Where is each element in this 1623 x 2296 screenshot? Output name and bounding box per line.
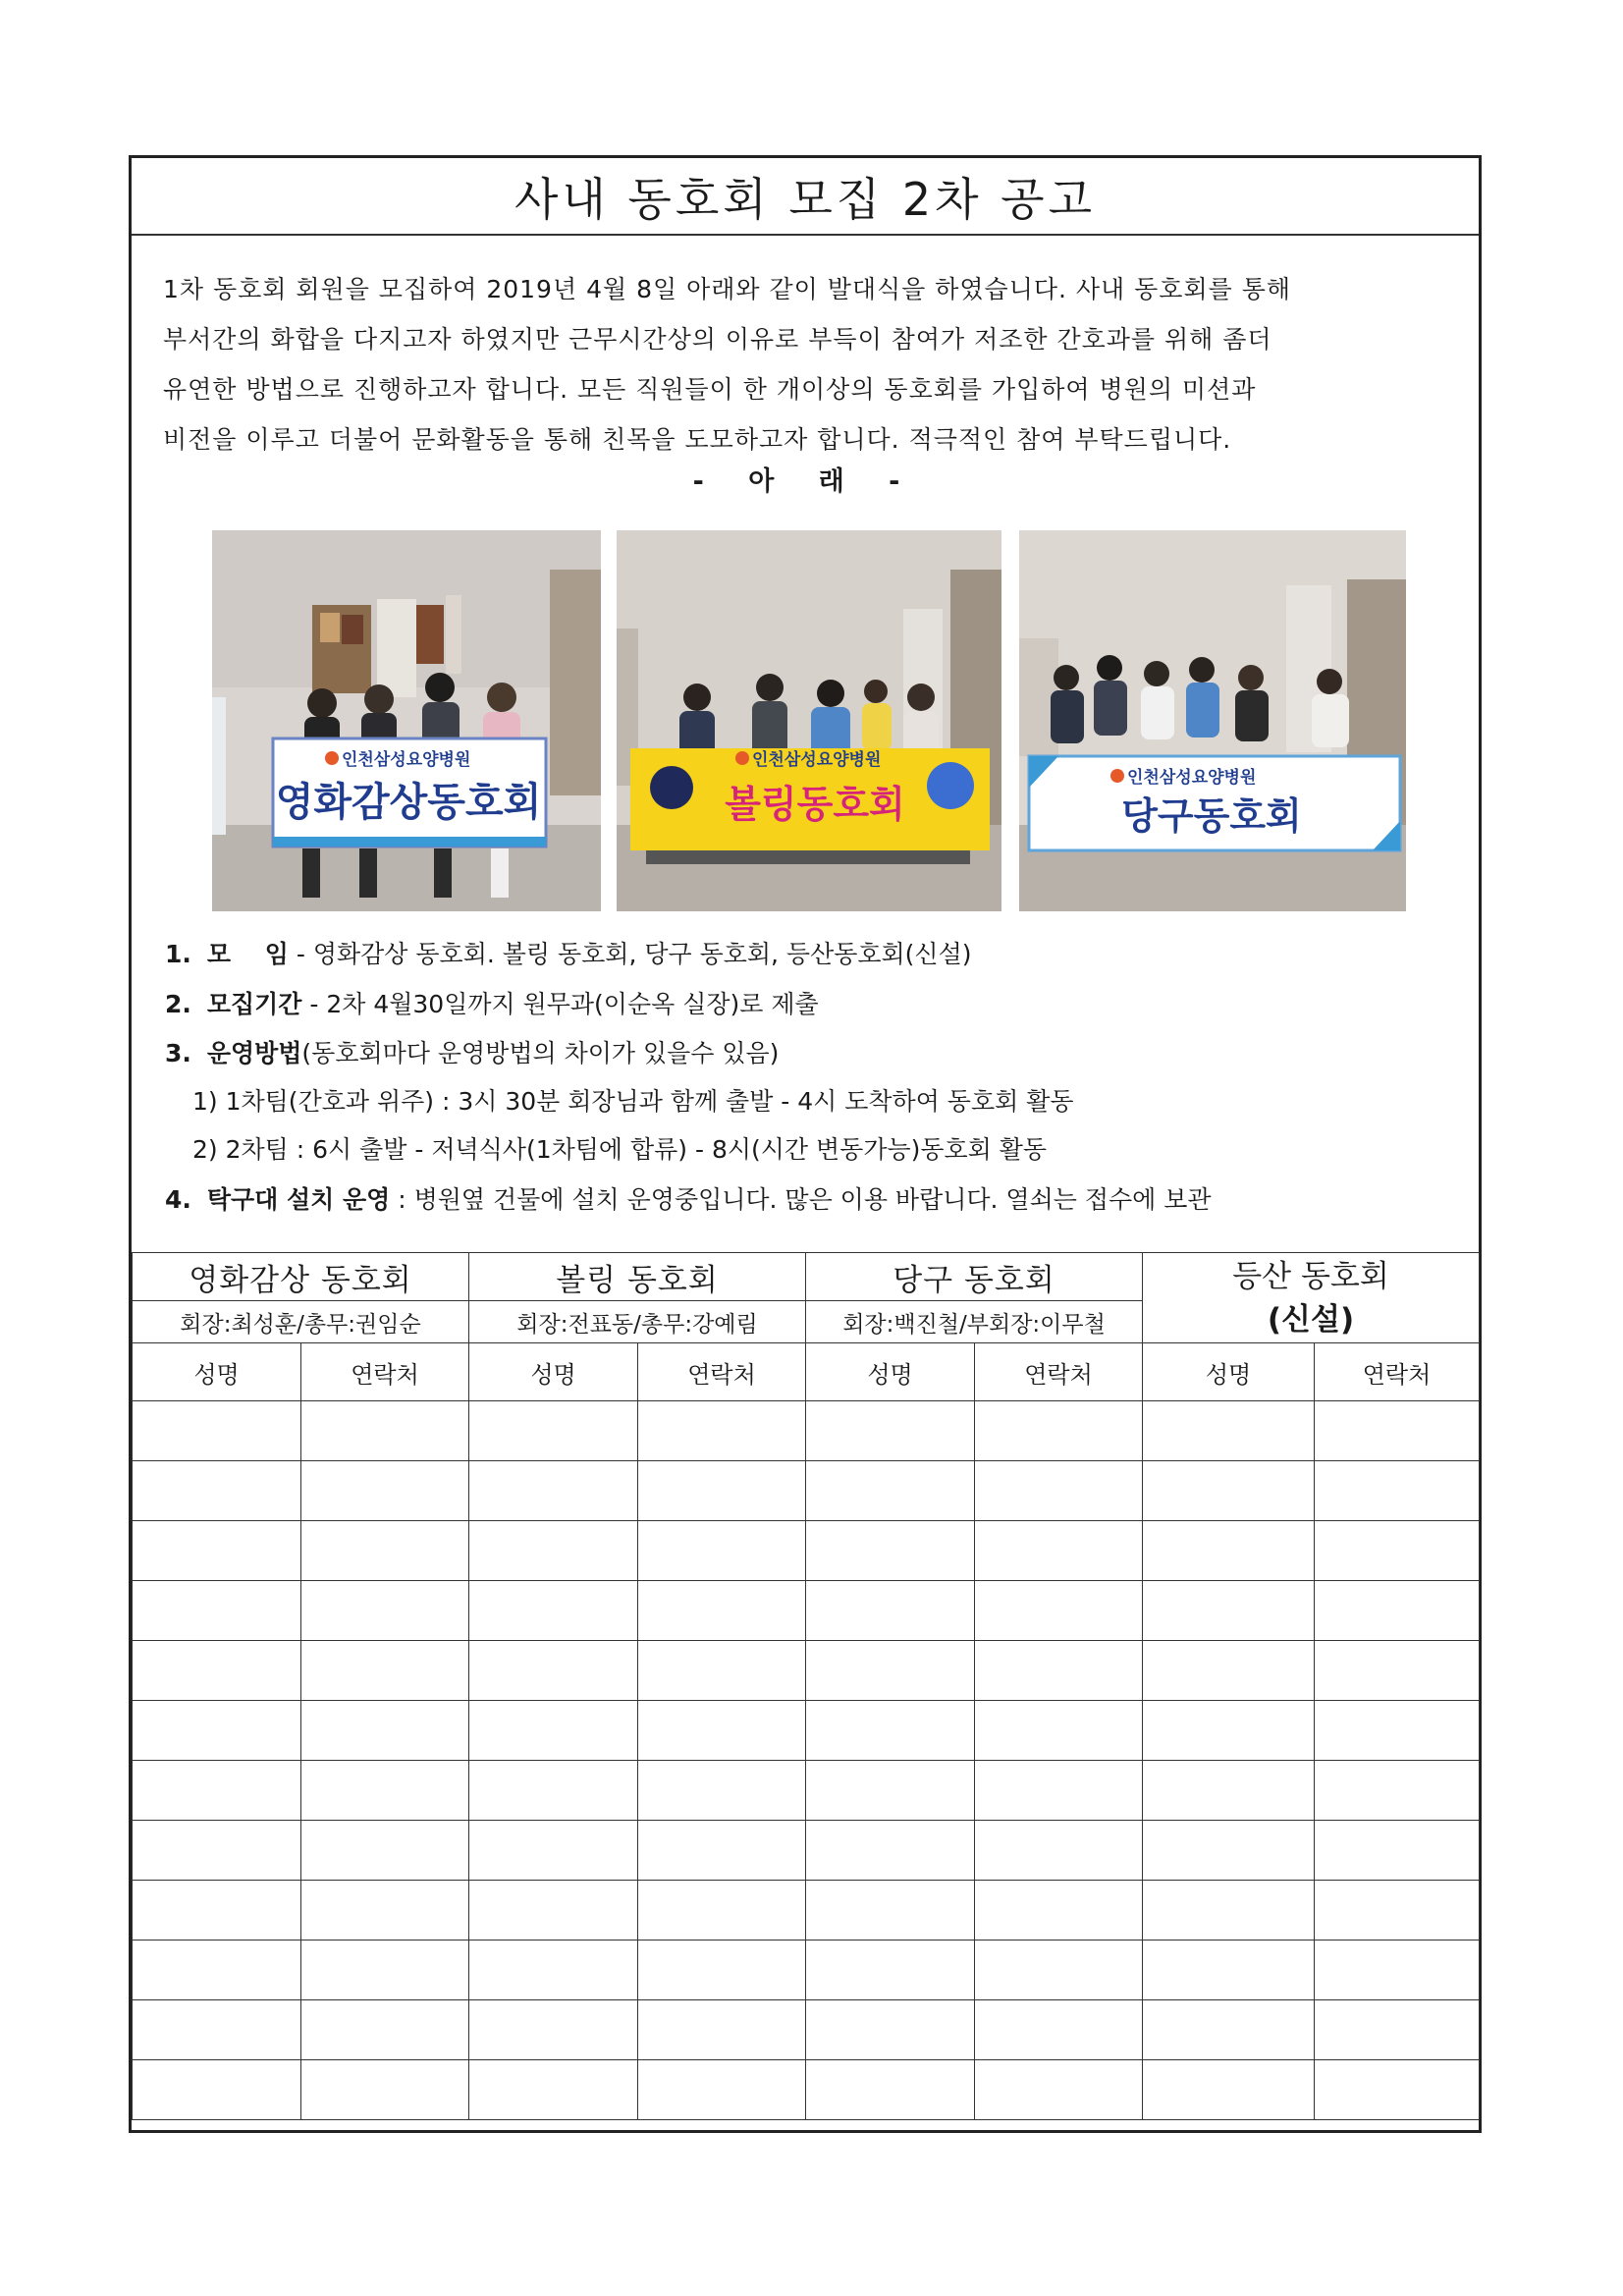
contact-entry-cell[interactable] bbox=[975, 2000, 1143, 2060]
col-header-contact: 연락처 bbox=[1315, 1343, 1480, 1401]
contact-entry-cell[interactable] bbox=[1315, 2000, 1480, 2060]
name-entry-cell[interactable] bbox=[1143, 1941, 1315, 2000]
contact-entry-cell[interactable] bbox=[1315, 1701, 1480, 1761]
contact-entry-cell[interactable] bbox=[638, 1641, 806, 1701]
intro-paragraph bbox=[163, 264, 1455, 465]
name-entry-cell[interactable] bbox=[806, 1941, 975, 2000]
col-header-contact: 연락처 bbox=[638, 1343, 806, 1401]
contact-entry-cell[interactable] bbox=[301, 2000, 469, 2060]
contact-entry-cell[interactable] bbox=[1315, 1581, 1480, 1641]
name-entry-cell[interactable] bbox=[1143, 1881, 1315, 1941]
club-name-billiards: 당구 동호회 bbox=[806, 1253, 1143, 1301]
name-entry-cell[interactable] bbox=[1143, 1521, 1315, 1581]
contact-entry-cell[interactable] bbox=[975, 2060, 1143, 2120]
name-entry-cell[interactable] bbox=[806, 1821, 975, 1881]
name-entry-cell[interactable] bbox=[133, 1521, 301, 1581]
name-entry-cell[interactable] bbox=[469, 1761, 638, 1821]
contact-entry-cell[interactable] bbox=[1315, 1941, 1480, 2000]
contact-entry-cell[interactable] bbox=[301, 1881, 469, 1941]
name-entry-cell[interactable] bbox=[133, 1761, 301, 1821]
item-operation-team2: 2) 2차팀 : 6시 출발 - 저녁식사(1차팀에 합류) - 8시(시간 변동가능)동호회 활동 bbox=[192, 1135, 1048, 1164]
item-text: - 영화감상 동호회. 볼링 동호회, 당구 동호회, 등산동호회(신설) bbox=[288, 940, 972, 968]
contact-entry-cell[interactable] bbox=[301, 2060, 469, 2120]
table-row bbox=[133, 1761, 1480, 1821]
contact-entry-cell[interactable] bbox=[301, 1401, 469, 1461]
name-entry-cell[interactable] bbox=[1143, 1581, 1315, 1641]
signup-table bbox=[132, 1252, 1480, 2120]
name-entry-cell[interactable] bbox=[133, 1821, 301, 1881]
contact-entry-cell[interactable] bbox=[1315, 1881, 1480, 1941]
club-name-movie: 영화감상 동호회 bbox=[133, 1253, 469, 1301]
name-entry-cell[interactable] bbox=[1143, 1761, 1315, 1821]
name-entry-cell[interactable] bbox=[469, 1521, 638, 1581]
intro-line: 부서간의 화합을 다지고자 하였지만 근무시간상의 이유로 부득이 참여가 저조한 간호과를 위해 좀더 bbox=[163, 325, 1272, 354]
name-entry-cell[interactable] bbox=[806, 1581, 975, 1641]
table-row bbox=[133, 1941, 1480, 2000]
name-entry-cell[interactable] bbox=[133, 2060, 301, 2120]
table-row bbox=[133, 1581, 1480, 1641]
table-row bbox=[133, 1401, 1480, 1461]
name-entry-cell[interactable] bbox=[133, 1701, 301, 1761]
name-entry-cell[interactable] bbox=[133, 1401, 301, 1461]
intro-line: 유연한 방법으로 진행하고자 합니다. 모든 직원들이 한 개이상의 동호회를 가입하여 병원의 미션과 bbox=[163, 375, 1257, 404]
club-officers-bowling: 회장:전표동/총무:강예림 bbox=[469, 1301, 806, 1343]
contact-entry-cell[interactable] bbox=[301, 1821, 469, 1881]
contact-entry-cell[interactable] bbox=[301, 1521, 469, 1581]
club-name-hiking bbox=[1143, 1253, 1480, 1343]
contact-entry-cell[interactable] bbox=[638, 2000, 806, 2060]
table-row bbox=[133, 1461, 1480, 1521]
photo-hospital-label: 인천삼성요양병원 bbox=[342, 750, 471, 770]
contact-entry-cell[interactable] bbox=[638, 1461, 806, 1521]
contact-entry-cell[interactable] bbox=[1315, 1521, 1480, 1581]
col-header-contact: 연락처 bbox=[301, 1343, 469, 1401]
table-row bbox=[133, 1881, 1480, 1941]
page-title: 사내 동호회 모집 2차 공고 bbox=[132, 158, 1479, 236]
item-number: 4. bbox=[165, 1185, 191, 1214]
club-hiking-new-badge: (신설) bbox=[1267, 1301, 1355, 1338]
contact-entry-cell[interactable] bbox=[975, 1641, 1143, 1701]
name-entry-cell[interactable] bbox=[806, 1461, 975, 1521]
item-number: 2. bbox=[165, 990, 191, 1018]
contact-entry-cell[interactable] bbox=[638, 1761, 806, 1821]
name-entry-cell[interactable] bbox=[133, 1941, 301, 2000]
col-header-contact: 연락처 bbox=[975, 1343, 1143, 1401]
name-entry-cell[interactable] bbox=[469, 1821, 638, 1881]
contact-entry-cell[interactable] bbox=[301, 1641, 469, 1701]
name-entry-cell[interactable] bbox=[806, 1701, 975, 1761]
contact-entry-cell[interactable] bbox=[975, 1701, 1143, 1761]
contact-entry-cell[interactable] bbox=[301, 1461, 469, 1521]
contact-entry-cell[interactable] bbox=[301, 1761, 469, 1821]
col-header-name: 성명 bbox=[1143, 1343, 1315, 1401]
contact-entry-cell[interactable] bbox=[301, 1581, 469, 1641]
name-entry-cell[interactable] bbox=[1143, 2000, 1315, 2060]
contact-entry-cell[interactable] bbox=[638, 1521, 806, 1581]
name-entry-cell[interactable] bbox=[1143, 1641, 1315, 1701]
photo-movie-club bbox=[212, 530, 601, 911]
name-entry-cell[interactable] bbox=[1143, 1461, 1315, 1521]
name-entry-cell[interactable] bbox=[133, 1641, 301, 1701]
contact-entry-cell[interactable] bbox=[975, 1461, 1143, 1521]
table-row bbox=[133, 1821, 1480, 1881]
item-number: 3. bbox=[165, 1039, 191, 1067]
item-operation bbox=[165, 1034, 779, 1069]
photo-billiards-club bbox=[1019, 530, 1406, 911]
contact-entry-cell[interactable] bbox=[638, 1581, 806, 1641]
intro-line: 비전을 이루고 더불어 문화활동을 통해 친목을 도모하고자 합니다. 적극적인 참여 부탁드립니다. bbox=[163, 425, 1232, 454]
contact-entry-cell[interactable] bbox=[638, 1881, 806, 1941]
contact-entry-cell[interactable] bbox=[301, 1941, 469, 2000]
photo-hospital-label: 인천삼성요양병원 bbox=[1127, 768, 1257, 788]
name-entry-cell[interactable] bbox=[469, 1701, 638, 1761]
contact-entry-cell[interactable] bbox=[1315, 1761, 1480, 1821]
name-entry-cell[interactable] bbox=[133, 1581, 301, 1641]
item-label: 모집기간 bbox=[206, 990, 302, 1018]
name-entry-cell[interactable] bbox=[133, 1881, 301, 1941]
name-entry-cell[interactable] bbox=[806, 2000, 975, 2060]
item-label: 운영방법 bbox=[206, 1039, 302, 1067]
contact-entry-cell[interactable] bbox=[975, 1761, 1143, 1821]
name-entry-cell[interactable] bbox=[469, 1941, 638, 2000]
notice-frame bbox=[129, 155, 1482, 2133]
contact-entry-cell[interactable] bbox=[975, 1401, 1143, 1461]
name-entry-cell[interactable] bbox=[469, 1401, 638, 1461]
contact-entry-cell[interactable] bbox=[1315, 1401, 1480, 1461]
name-entry-cell[interactable] bbox=[1143, 1821, 1315, 1881]
contact-entry-cell[interactable] bbox=[975, 1941, 1143, 2000]
item-pingpong bbox=[165, 1180, 1212, 1216]
item-operation-team1: 1) 1차팀(간호과 위주) : 3시 30분 회장님과 함께 출발 - 4시 도착하여 동호회 활동 bbox=[192, 1087, 1074, 1116]
name-entry-cell[interactable] bbox=[1143, 2060, 1315, 2120]
contact-entry-cell[interactable] bbox=[975, 1581, 1143, 1641]
name-entry-cell[interactable] bbox=[806, 2060, 975, 2120]
name-entry-cell[interactable] bbox=[806, 1521, 975, 1581]
contact-entry-cell[interactable] bbox=[1315, 2060, 1480, 2120]
club-name-bowling: 볼링 동호회 bbox=[469, 1253, 806, 1301]
table-row bbox=[133, 2060, 1480, 2120]
name-entry-cell[interactable] bbox=[133, 2000, 301, 2060]
club-officers-billiards: 회장:백진철/부회장:이무철 bbox=[806, 1301, 1143, 1343]
name-entry-cell[interactable] bbox=[806, 1881, 975, 1941]
name-entry-cell[interactable] bbox=[806, 1761, 975, 1821]
contact-entry-cell[interactable] bbox=[638, 1701, 806, 1761]
photo-banner-text: 당구동호회 bbox=[1121, 794, 1302, 838]
photo-strip bbox=[212, 530, 1406, 911]
col-header-name: 성명 bbox=[469, 1343, 638, 1401]
item-text: (동호회마다 운영방법의 차이가 있을수 있음) bbox=[301, 1039, 780, 1067]
item-period bbox=[165, 985, 819, 1020]
contact-entry-cell[interactable] bbox=[301, 1701, 469, 1761]
contact-entry-cell[interactable] bbox=[638, 1401, 806, 1461]
table-row bbox=[133, 2000, 1480, 2060]
name-entry-cell[interactable] bbox=[469, 2000, 638, 2060]
col-header-name: 성명 bbox=[133, 1343, 301, 1401]
item-meeting bbox=[165, 935, 971, 970]
item-label: 모 임 bbox=[206, 940, 289, 968]
name-entry-cell[interactable] bbox=[469, 1461, 638, 1521]
contact-entry-cell[interactable] bbox=[975, 1521, 1143, 1581]
name-entry-cell[interactable] bbox=[1143, 1701, 1315, 1761]
contact-entry-cell[interactable] bbox=[1315, 1641, 1480, 1701]
contact-entry-cell[interactable] bbox=[638, 2060, 806, 2120]
photo-banner-text: 볼링동호회 bbox=[725, 783, 905, 826]
name-entry-cell[interactable] bbox=[806, 1641, 975, 1701]
photo-bowling-club bbox=[617, 530, 1001, 911]
name-entry-cell[interactable] bbox=[469, 2060, 638, 2120]
club-officers-movie: 회장:최성훈/총무:권임순 bbox=[133, 1301, 469, 1343]
photo-hospital-label: 인천삼성요양병원 bbox=[752, 750, 882, 770]
name-entry-cell[interactable] bbox=[469, 1881, 638, 1941]
contact-entry-cell[interactable] bbox=[638, 1941, 806, 2000]
intro-line: 1차 동호회 회원을 모집하여 2019년 4월 8일 아래와 같이 발대식을 하였습니다. 사내 동호회를 통해 bbox=[163, 275, 1291, 303]
table-row bbox=[133, 1701, 1480, 1761]
contact-entry-cell[interactable] bbox=[1315, 1821, 1480, 1881]
name-entry-cell[interactable] bbox=[806, 1401, 975, 1461]
contact-entry-cell[interactable] bbox=[638, 1821, 806, 1881]
name-entry-cell[interactable] bbox=[1143, 1401, 1315, 1461]
col-header-name: 성명 bbox=[806, 1343, 975, 1401]
photo-banner-text: 영화감상동호회 bbox=[275, 780, 542, 825]
table-row bbox=[133, 1521, 1480, 1581]
notice-label: - 아 래 - bbox=[692, 466, 918, 497]
item-number: 1. bbox=[165, 940, 191, 968]
name-entry-cell[interactable] bbox=[133, 1461, 301, 1521]
contact-entry-cell[interactable] bbox=[975, 1881, 1143, 1941]
name-entry-cell[interactable] bbox=[469, 1641, 638, 1701]
contact-entry-cell[interactable] bbox=[1315, 1461, 1480, 1521]
item-text: : 병원옆 건물에 설치 운영중입니다. 많은 이용 바랍니다. 열쇠는 접수에 보관 bbox=[390, 1185, 1212, 1214]
club-name-hiking-label: 등산 동호회 bbox=[1232, 1258, 1389, 1294]
item-text: - 2차 4월30일까지 원무과(이순옥 실장)로 제출 bbox=[301, 990, 819, 1018]
contact-entry-cell[interactable] bbox=[975, 1821, 1143, 1881]
signup-rows bbox=[133, 1401, 1480, 2120]
item-label: 탁구대 설치 운영 bbox=[206, 1185, 391, 1214]
name-entry-cell[interactable] bbox=[469, 1581, 638, 1641]
table-row bbox=[133, 1641, 1480, 1701]
